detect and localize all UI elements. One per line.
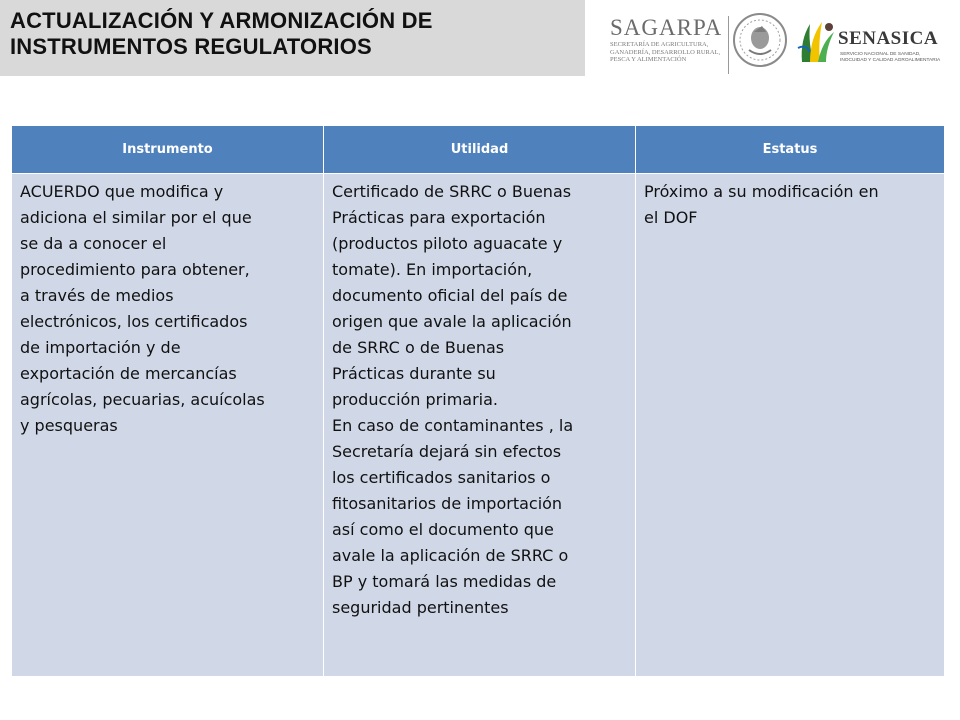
cell-estatus: Próximo a su modificación en el DOF — [636, 174, 945, 677]
column-header-estatus: Estatus — [636, 126, 945, 174]
senasica-name: SENASICA — [838, 28, 939, 49]
sagarpa-logo — [610, 16, 729, 74]
instruments-table — [11, 125, 945, 677]
cell-utilidad: Certificado de SRRC o Buenas Prácticas para exportación (productos piloto aguacate y tomate). En importación, documento oficial del país de origen que avale la aplicación de SRRC o de Buenas Prácticas durante su producción primaria. En caso de contaminantes , la Secretaría dejará sin efectos los certificados sanitarios o fitosanitarios de importación así como el documento que avale la aplicación de SRRC o BP y tomará las medidas de seguridad pertinentes — [324, 174, 636, 677]
table-header-row — [12, 126, 945, 174]
title-banner — [0, 0, 585, 76]
page-title: ACTUALIZACIÓN Y ARMONIZACIÓN DE INSTRUMENTOS REGULATORIOS — [10, 8, 433, 59]
column-header-instrumento: Instrumento — [12, 126, 324, 174]
column-header-utilidad: Utilidad — [324, 126, 636, 174]
coat-of-arms-icon — [732, 12, 788, 68]
sagarpa-subtitle: SECRETARÍA DE AGRICULTURA, GANADERÍA, DESARROLLO RURAL, PESCA Y ALIMENTACIÓN — [610, 41, 721, 63]
sagarpa-name: SAGARPA — [610, 15, 723, 40]
cell-instrumento: ACUERDO que modifica y adiciona el similar por el que se da a conocer el procedimiento para obtener, a través de medios electrónicos, los certificados de importación y de exportación de mercancías agrícolas, pecuarias, acuícolas y pesqueras — [12, 174, 324, 677]
senasica-subtitle: SERVICIO NACIONAL DE SANIDAD, INOCUIDAD Y CALIDAD AGROALIMENTARIA — [840, 52, 941, 63]
logos-area — [600, 6, 955, 76]
senasica-emblem-icon — [796, 18, 836, 64]
table-row — [12, 174, 945, 677]
